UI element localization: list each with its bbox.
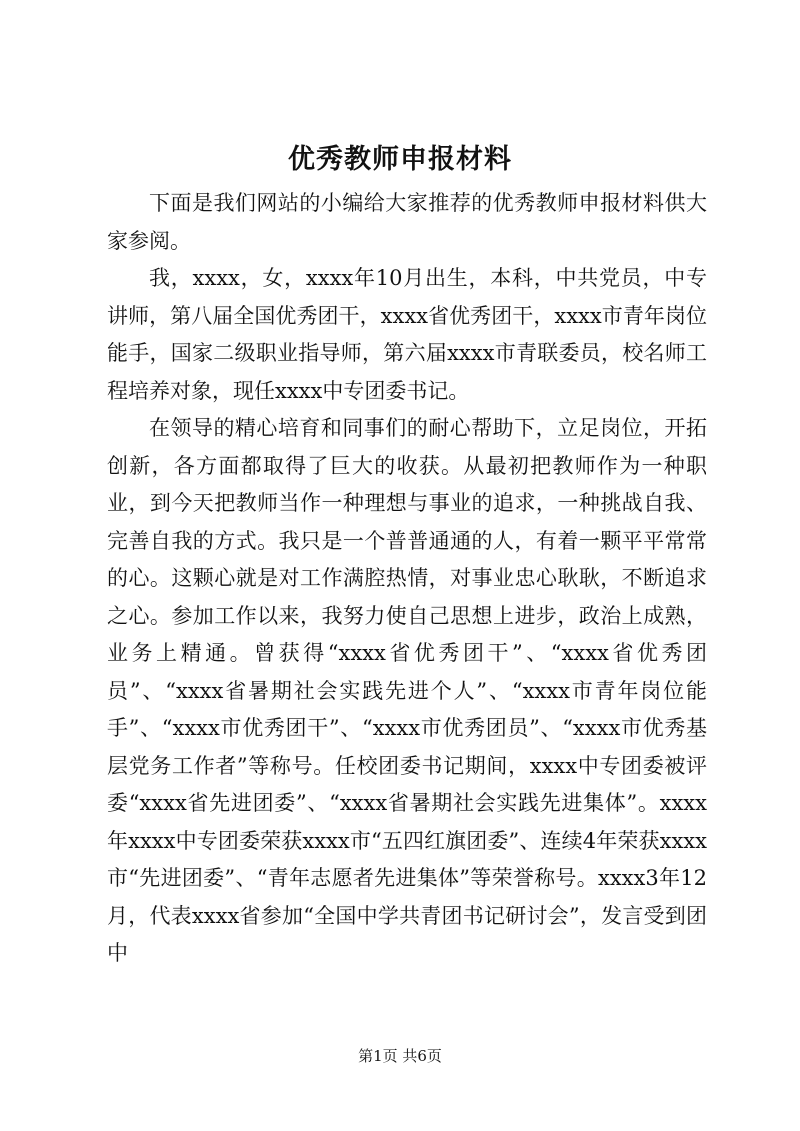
paragraph-intro: 下面是我们网站的小编给大家推荐的优秀教师申报材料供大家参阅。 [107, 191, 707, 253]
document-title: 优秀教师申报材料 [288, 144, 512, 175]
page-number-footer: 第1页 共6页 [358, 1047, 442, 1065]
paragraph-achievements: 在领导的精心培育和同事们的耐心帮助下，立足岗位，开拓创新，各方面都取得了巨大的收获。从最初把教师作为一种职业，到今天把教师当作一种理想与事业的追求，一种挑战自我、完善自我的方式。我只是一个普普通通的人，有着一颗平平常常的心。这颗心就是对工作满腔热情，对事业忠心耿耿，不断追求之心。参加工作以来，我努力使自己思想上进步，政治上成熟，业务上精通。曾获得“xxxx省优秀团干”、“xxxx省优秀团员”、“xxxx省暑期社会实践先进个人”、“xxxx市青年岗位能手”、“xxxx市优秀团干”、“xxxx市优秀团员”、“xxxx市优秀基层党务工作者”等称号。任校团委书记期间，xxxx中专团委被评委“xxxx省先进团委”、“xxxx省暑期社会实践先进集体”。xxxx年xxxx中专团委荣获xxxx市“五四红旗团委”、连续4年荣获xxxx市“先进团委”、“青年志愿者先进集体”等荣誉称号。xxxx3年12月，代表xxxx省参加“全国中学共青团书记研讨会”，发言受到团中 [107, 416, 707, 965]
paragraph-profile: 我，xxxx，女，xxxx年10月出生，本科，中共党员，中专讲师，第八届全国优秀团干，xxxx省优秀团干，xxxx市青年岗位能手，国家二级职业指导师，第六届xxxx市青联委员，校名师工程培养对象，现任xxxx中专团委书记。 [107, 266, 707, 403]
document-body [107, 185, 707, 973]
